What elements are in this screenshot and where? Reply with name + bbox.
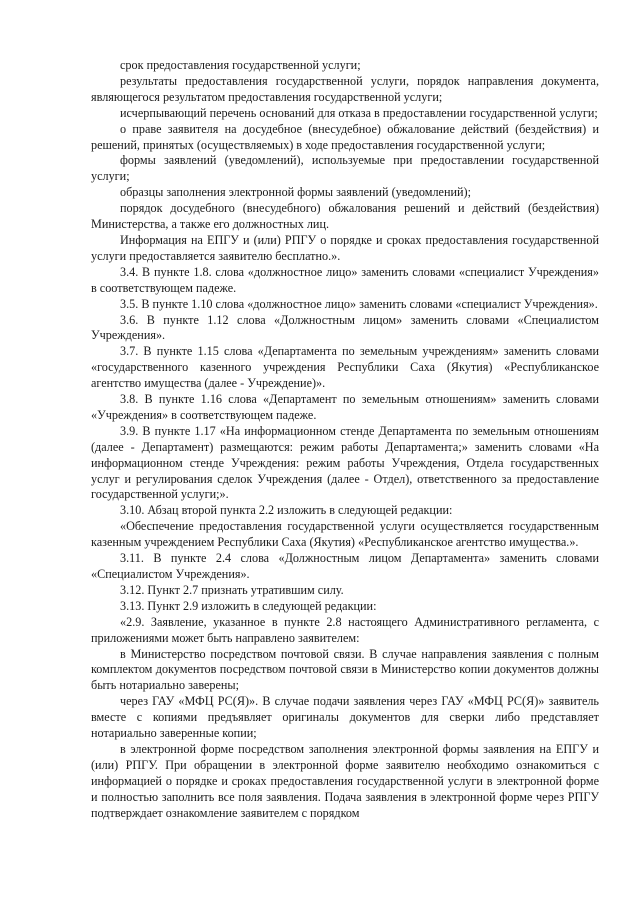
paragraph: 3.8. В пункте 1.16 слова «Департамент по земельным отношениям» заменить словами «Учреждения» в соответствующем падеже. bbox=[91, 392, 599, 422]
paragraph: 3.13. Пункт 2.9 изложить в следующей редакции: bbox=[120, 598, 377, 613]
paragraph: образцы заполнения электронной формы заявлений (уведомлений); bbox=[120, 185, 471, 200]
paragraph: 3.6. В пункте 1.12 слова «Должностным лицом» заменить словами «Специалистом Учреждения». bbox=[91, 312, 599, 343]
paragraph: Информация на ЕПГУ и (или) РПГУ о порядке и сроках предоставления государственной услуги предоставляется заявителю бесплатно.». bbox=[91, 232, 599, 263]
paragraph: «Обеспечение предоставления государственной услуги осуществляется государственным казенным учреждением Республики Саха (Якутия) «Республиканское агентство имущества.». bbox=[91, 519, 599, 550]
paragraph: формы заявлений (уведомлений), используемые при предоставлении государственной услуги; bbox=[91, 153, 599, 184]
paragraph: 3.4. В пункте 1.8. слова «должностное лицо» заменить словами «специалист Учреждения» в соответствующем падеже. bbox=[91, 264, 599, 295]
paragraph: о праве заявителя на досудебное (внесудебное) обжалование действий (бездействия) и решений, принятых (осуществляемых) в ходе предоставления государственной услуги; bbox=[91, 121, 599, 152]
paragraph: исчерпывающий перечень оснований для отказа в предоставлении государственной услуги; bbox=[120, 105, 598, 120]
paragraph: результаты предоставления государственной услуги, порядок направления документа, являющегося результатом предоставления государственной услуги; bbox=[91, 73, 599, 104]
paragraph: в электронной форме посредством заполнения электронной формы заявления на ЕПГУ и (или) РПГУ. При обращении в электронной форме заявителю необходимо ознакомиться с информацией о порядке и сроках предоставления государственной услуги в электронной форме и полностью заполнить все поля заявления. Подача заявления в электронной форме через РПГУ подтверждает ознакомление заявителем с порядком bbox=[91, 741, 599, 820]
paragraph: срок предоставления государственной услуги; bbox=[120, 58, 361, 72]
paragraph: «2.9. Заявление, указанное в пункте 2.8 настоящего Административного регламента, с приложениями может быть направлено заявителем: bbox=[91, 614, 599, 645]
paragraph: 3.10. Абзац второй пункта 2.2 изложить в следующей редакции: bbox=[120, 503, 453, 518]
paragraph: 3.9. В пункте 1.17 «На информационном стенде Департамента по земельным отношениям (далее - Департамент) размещаются: режим работы Департамента;» заменить словами «На информационном стенде Учреждения: режим работы Учреждения, Отдела государственных услуг и регулирования сделок Учреждения (далее - Отдел), ответственного за предоставление государственной услуги;». bbox=[91, 423, 599, 502]
document-page bbox=[91, 58, 599, 822]
paragraph: 3.5. В пункте 1.10 слова «должностное лицо» заменить словами «специалист Учреждения». bbox=[120, 296, 598, 311]
paragraph: в Министерство посредством почтовой связи. В случае направления заявления с полным комплектом документов посредством почтовой связи в Министерство копии документов должны быть нотариально заверены; bbox=[91, 646, 599, 693]
paragraph: 3.7. В пункте 1.15 слова «Департамента по земельным учреждениям» заменить словами «государственного казенного учреждения Республики Саха (Якутия) «Республиканское агентство имущества (далее - Учреждение)». bbox=[91, 344, 599, 391]
paragraph: 3.11. В пункте 2.4 слова «Должностным лицом Департамента» заменить словами «Специалистом Учреждения». bbox=[91, 551, 599, 581]
paragraph: через ГАУ «МФЦ РС(Я)». В случае подачи заявления через ГАУ «МФЦ РС(Я)» заявитель вместе с копиями предъявляет оригиналы документов для сверки либо представляет нотариально заверенные копии; bbox=[91, 694, 599, 741]
paragraph: 3.12. Пункт 2.7 признать утратившим силу. bbox=[120, 582, 344, 597]
paragraph: порядок досудебного (внесудебного) обжалования решений и действий (бездействия) Министерства, а также его должностных лиц. bbox=[91, 201, 599, 232]
